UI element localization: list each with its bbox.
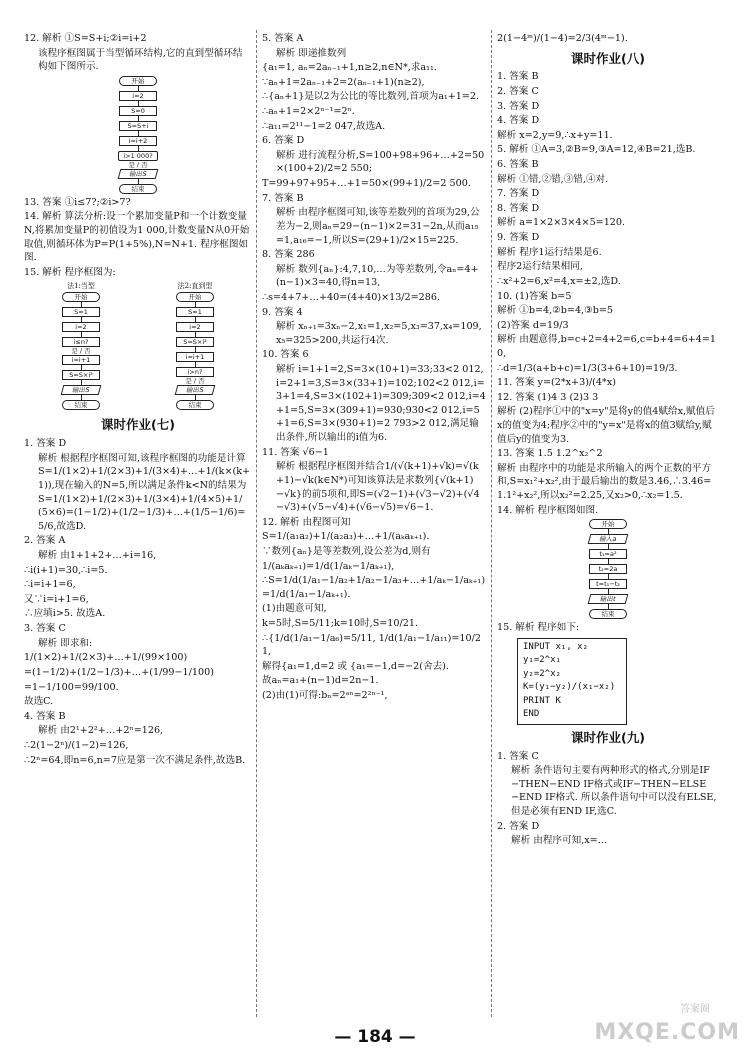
c1-line: ∴应填i>5. 故选A.: [24, 608, 106, 620]
flowchart-15a: [62, 282, 100, 410]
c3-line: ∴d=1/3(a+b+c)=1/3(3+6+10)=19/3.: [497, 362, 678, 374]
column-right: [497, 32, 719, 1019]
flowchart-12: [24, 76, 252, 194]
flow-node: i=i+1: [176, 352, 214, 362]
flow-node: S=S×i²: [62, 370, 100, 380]
flow-label: 是 / 否: [185, 377, 205, 386]
c2-line: (1)由题意可知,: [262, 603, 327, 615]
flow-label: 是 / 否: [128, 160, 148, 169]
c3-line: 8. 答案 D: [497, 202, 540, 214]
code-block: [517, 638, 627, 725]
c3-line: 1. 答案 C: [497, 750, 539, 762]
c2-line: 12. 解析 由程图可知: [262, 516, 351, 528]
c1-line: 解析 由2¹+2²+…+2ⁿ=126,: [38, 725, 164, 737]
flow-node: 输出S: [118, 169, 159, 179]
flowcharts-15: [24, 280, 252, 412]
column-divider: [256, 30, 257, 1017]
flow-node: 开始: [119, 76, 157, 86]
section-title: 课时作业(八): [571, 50, 645, 66]
c2-line: 9. 答案 4: [262, 306, 303, 318]
flow-node: t₂=2a: [589, 564, 627, 574]
c2-line: 11. 答案 √6−1: [262, 446, 329, 458]
c2-line: ∴{aₙ+1}是以2为公比的等比数列,首项为a₁+1=2.: [262, 91, 480, 103]
c3-line: 解析 程序1运行结果是6.: [497, 246, 602, 258]
flow-node: i=i+2: [119, 136, 157, 146]
c3-line: 解析 (2)程序①中的"x=y"是将y的值4赋给x,赋值后x的值变为4;程序②中的"y=x"是将x的值3赋给y,赋值后y的值变为3.: [497, 406, 715, 445]
c3-line: 3. 答案 D: [497, 100, 540, 112]
c1-line: ∴i=i+1=6,: [24, 579, 76, 591]
c3-line: ∴x²+2=6,x²=4,x=±2,选D.: [497, 275, 621, 287]
c3-line: 解析 条件语句主要有两种形式的格式,分别是IF−THEN−END IF格式或IF−THEN−ELSE−END IF格式. 所以条件语句中可以没有ELSE,但是必须有END IF,选C.: [511, 765, 717, 818]
code-line: y₂=2^x₂: [523, 668, 561, 679]
c1-line: 解析 由1+1+2+…+i=16,: [38, 550, 157, 562]
c1-line: 解析 即求和:: [38, 637, 93, 649]
flow-node: i=2: [119, 91, 157, 101]
c2-line: 7. 答案 B: [262, 192, 304, 204]
c2-line: 10. 答案 6: [262, 349, 309, 361]
flow-caption: 法1:当型: [67, 282, 95, 291]
c1-line: 该程序框图属于当型循环结构,它的直到型循环结构如下图所示.: [38, 47, 243, 73]
c3-line: 1. 答案 B: [497, 71, 539, 83]
flow-node: 结束: [589, 609, 627, 619]
code-line: K=(y₁−y₂)/(x₁−x₂): [523, 682, 616, 693]
section-title: 课时作业(九): [571, 729, 645, 745]
c3-line: 13. 答案 1.5 1.2^x₂^2: [497, 448, 603, 460]
column-left: [24, 32, 252, 1019]
c1-line: ∴2ⁿ=64,即n=6,n=7应是第一次不满足条件,故选B.: [24, 754, 246, 766]
c2-line: ∴s=4+7+…+40=(4+40)×13/2=286.: [262, 291, 441, 303]
c3-line: 解析 x=2,y=9,∴x+y=11.: [497, 129, 613, 141]
c1-line: 2. 答案 A: [24, 535, 66, 547]
c1-line: 13. 答案 ①i≤7?;②i>7?: [24, 196, 131, 208]
c2-line: 6. 答案 D: [262, 135, 305, 147]
c3-line: 2(1−4ᵐ)/(1−4)=2/3(4ᵐ−1).: [497, 33, 628, 44]
c2-line: S=1/(a₁a₂)+1/(a₂a₃)+…+1/(aₖaₖ₊₁).: [262, 531, 430, 543]
c2-line: k=5时,S=5/11;k=10时,S=10/21.: [262, 617, 418, 629]
flowchart-14: [497, 519, 719, 619]
c3-line: (2)答案 d=19/3: [497, 319, 569, 331]
flow-node: 输出S: [175, 385, 216, 395]
code-line: PRINT K: [523, 695, 561, 706]
c2-line: T=99+97+95+…+1=50×(99+1)/2=2 500.: [262, 178, 471, 190]
c3-line: 程序2运行结果相同,: [497, 261, 583, 273]
c3-line: 10. (1)答案 b=5: [497, 290, 572, 302]
c2-line: 解析 由程序框图可知,该等差数列的首项为29,公差为−2,则aₙ=29−(n−1)×2=31−2n,从而a₁₅=1,a₁₆=−1,所以S=(29+1)/2×15=225.: [276, 207, 480, 246]
c3-line: 解析 ①b=4,②b=4,③b=5: [497, 305, 613, 317]
c1-line: 3. 答案 C: [24, 623, 66, 635]
flow-node: 开始: [176, 292, 214, 302]
flow-node: i=2: [176, 322, 214, 332]
c3-line: 5. 解析 ①A=3,②B=9,③A=12,④B=21,选B.: [497, 144, 696, 156]
c2-line: 5. 答案 A: [262, 33, 304, 44]
c2-line: ∵数列{aₙ}是等差数列,设公差为d,则有: [262, 545, 431, 557]
flow-node: S=1: [176, 307, 214, 317]
c1-line: =(1−1/2)+(1/2−1/3)+…+(1/99−1/100): [24, 666, 214, 678]
flow-decision: i>n?: [176, 367, 214, 377]
c2-line: 8. 答案 286: [262, 249, 315, 261]
c1-line: ∴2(1−2ⁿ)/(1−2)=126,: [24, 739, 129, 751]
c3-line: 15. 解析 程序如下:: [497, 622, 580, 634]
watermark-top: 答案圈: [680, 1004, 710, 1015]
c2-line: 解析 i=1+1=2,S=3×(10+1)=33;33<2 012,i=2+1=3,S=3×(33+1)=102;102<2 012,i=3+1=4,S=3×(102+1)=309;309<2 012,i=4+1=5,S=3×(309+1)=930;930<2 012,i=5+1=6,S=3×(930+1)=2 793>2 012,满足输出条件,所以输出的i值为6.: [276, 364, 486, 444]
page-number-value: 184: [357, 1027, 393, 1047]
c1-line: =1−1/100=99/100.: [24, 681, 119, 693]
c1-line: 1. 答案 D: [24, 438, 67, 450]
c1-line: ∴i(i+1)=30,∴i=5.: [24, 564, 108, 576]
flow-node: t=t₁−t₂: [589, 579, 627, 589]
flow-node: 输出t: [588, 594, 629, 604]
flow-node: S=0: [119, 106, 157, 116]
flow-node: 输出S: [61, 385, 102, 395]
c2-line: ∴a₁₁=2¹¹−1=2 047,故选A.: [262, 120, 386, 132]
flow-node: 结束: [62, 400, 100, 410]
flow-node: 开始: [62, 292, 100, 302]
flowchart-15b: [176, 282, 214, 410]
flow-decision: i≤n?: [62, 337, 100, 347]
c2-line: 故aₙ=a₁+(n−1)d=2n−1.: [262, 675, 379, 687]
flow-node: S=1: [62, 307, 100, 317]
c3-line: 7. 答案 D: [497, 188, 540, 200]
code-line: INPUT x₁, x₂: [523, 641, 589, 652]
c1-line: 解析 根据程序框图可知,该程序框图的功能是计算 S=1/(1×2)+1/(2×3)+1/(3×4)+…+1/(k×(k+1)),现在输入的N=5,所以满足条件k<N的结果为S=1/(1×2)+1/(2×3)+1/(3×4)+1/(4×5)+1/(5×6)=(1−1/2)+(1/2−1/3)+…+(1/5−1/6)=5/6,故选D.: [38, 452, 251, 532]
page-number: — 184 —: [334, 1027, 416, 1047]
c3-line: 解析 由程序中的功能是求所输入的两个正数的平方和,S=x₁²+x₂²,由于最后输出的数是3.46,∴3.46=1.1²+x₂²,所以x₂²=2.25,又x₂>0,∴x₂=1.5.: [497, 462, 712, 502]
c3-line: 9. 答案 D: [497, 232, 540, 244]
c3-line: 解析 a=1×2×3×4×5=120.: [497, 217, 626, 229]
c2-line: ∴S=1/d(1/a₁−1/a₂+1/a₂−1/a₃+…+1/aₖ−1/aₖ₊₁)=1/d(1/a₁−1/aₖ₊₁).: [262, 575, 486, 600]
column-divider: [491, 30, 492, 1017]
flow-node: t₁=a²: [589, 549, 627, 559]
flow-decision: i>1 000?: [118, 151, 157, 161]
c3-line: 12. 答案 (1)4 3 (2)3 3: [497, 391, 599, 403]
c1-line: 15. 解析 程序框图为:: [24, 266, 116, 278]
c1-line: 又∵i=i+1=6,: [24, 593, 89, 605]
flow-node: 结束: [119, 184, 157, 194]
watermark: MXQE.COM: [594, 1020, 740, 1045]
code-line: END: [523, 709, 540, 720]
c3-line: 6. 答案 B: [497, 159, 539, 171]
c3-line: 解析 由题意得,b=c+2=4+2=6,c=b+4=6+4=10,: [497, 334, 716, 359]
flow-node: 开始: [589, 519, 627, 529]
flow-node: 结束: [176, 400, 214, 410]
c3-line: 解析 ①错,②错,③错,④对.: [497, 173, 609, 185]
flow-caption: 法2:直到型: [177, 282, 213, 291]
c2-line: ∴{1/d(1/a₁−1/a₆)=5/11, 1/d(1/a₁−1/a₁₁)=10/21,: [262, 632, 481, 658]
column-middle: [262, 32, 486, 1019]
c2-line: ∵aₙ+1=2aₙ₋₁+2=2(aₙ₋₁+1)(n≥2),: [262, 76, 425, 88]
c3-line: 11. 答案 y=(2*x+3)/(4*x): [497, 377, 616, 389]
flow-node: 输入a: [588, 534, 629, 544]
c2-line: 解析 根据程序框图并结合1/(√(k+1)+√k)=√(k+1)−√k(k∈N*)可知该算法是求数列{√(k+1)−√k}的前5项和,即S=(√2−1)+(√3−√2)+(√4−√3)+(√5−√4)+(√6−√5)=√6−1.: [276, 461, 480, 514]
c2-line: 解析 进行流程分析,S=100+98+96+…+2=50×(100+2)/2=2 550;: [276, 149, 485, 175]
c2-line: {a₁=1, aₙ=2aₙ₋₁+1,n≥2,n∈N*,求a₁₁.: [262, 62, 437, 74]
c1-line: 1/(1×2)+1/(2×3)+…+1/(99×100): [24, 652, 188, 664]
c2-line: 解析 即递推数列: [276, 47, 347, 59]
flow-node: i=i+1: [62, 355, 100, 365]
flow-node: i=2: [62, 322, 100, 332]
c3-line: 4. 答案 D: [497, 115, 540, 127]
c1-line: 14. 解析 算法分析:设一个累加变量P和一个计数变量N,将累加变量P的初值设为1 000,计数变量N从0开始取值,则循环体为P=P(1+5%),N=N+1. 程序框图如图.: [24, 211, 250, 264]
flow-node: S=S+i: [119, 121, 157, 131]
c1-line: 4. 答案 B: [24, 710, 66, 722]
c2-line: 解析 数列{aₙ}:4,7,10,…为等差数列,令aₙ=4+(n−1)×3=40,得n=13,: [276, 263, 479, 289]
c2-line: 解得{a₁=1,d=2 或 {a₁=−1,d=−2(舍去).: [262, 660, 449, 672]
c1-line: 12. 解析 ①S=S+i;②i=i+2: [24, 33, 147, 44]
c2-line: (2)由(1)可得:bₙ=2ᵃⁿ=2²ⁿ⁻¹,: [262, 690, 388, 702]
c3-line: 14. 解析 程序框图如图.: [497, 504, 599, 516]
c2-line: 1/(aₖaₖ₊₁)=1/d(1/aₖ−1/aₖ₊₁),: [262, 560, 395, 572]
c3-line: 2. 答案 C: [497, 85, 539, 97]
section-title: 课时作业(七): [101, 417, 175, 433]
flow-node: S=S×i²: [176, 337, 214, 347]
c3-line: 2. 答案 D: [497, 820, 540, 832]
c2-line: 解析 xₙ₊₁=3xₙ−2,x₁=1,x₂=5,x₃=37,x₄=109,x₅=325>200,共运行4次.: [276, 321, 482, 346]
c2-line: ∴aₙ+1=2×2ⁿ⁻¹=2ⁿ.: [262, 106, 355, 118]
c1-line: 故选C.: [24, 696, 54, 708]
c3-line: 解析 由程序可知,x=…: [511, 835, 608, 847]
code-line: y₁=2^x₁: [523, 655, 561, 666]
flow-label: 是 / 否: [71, 347, 91, 356]
